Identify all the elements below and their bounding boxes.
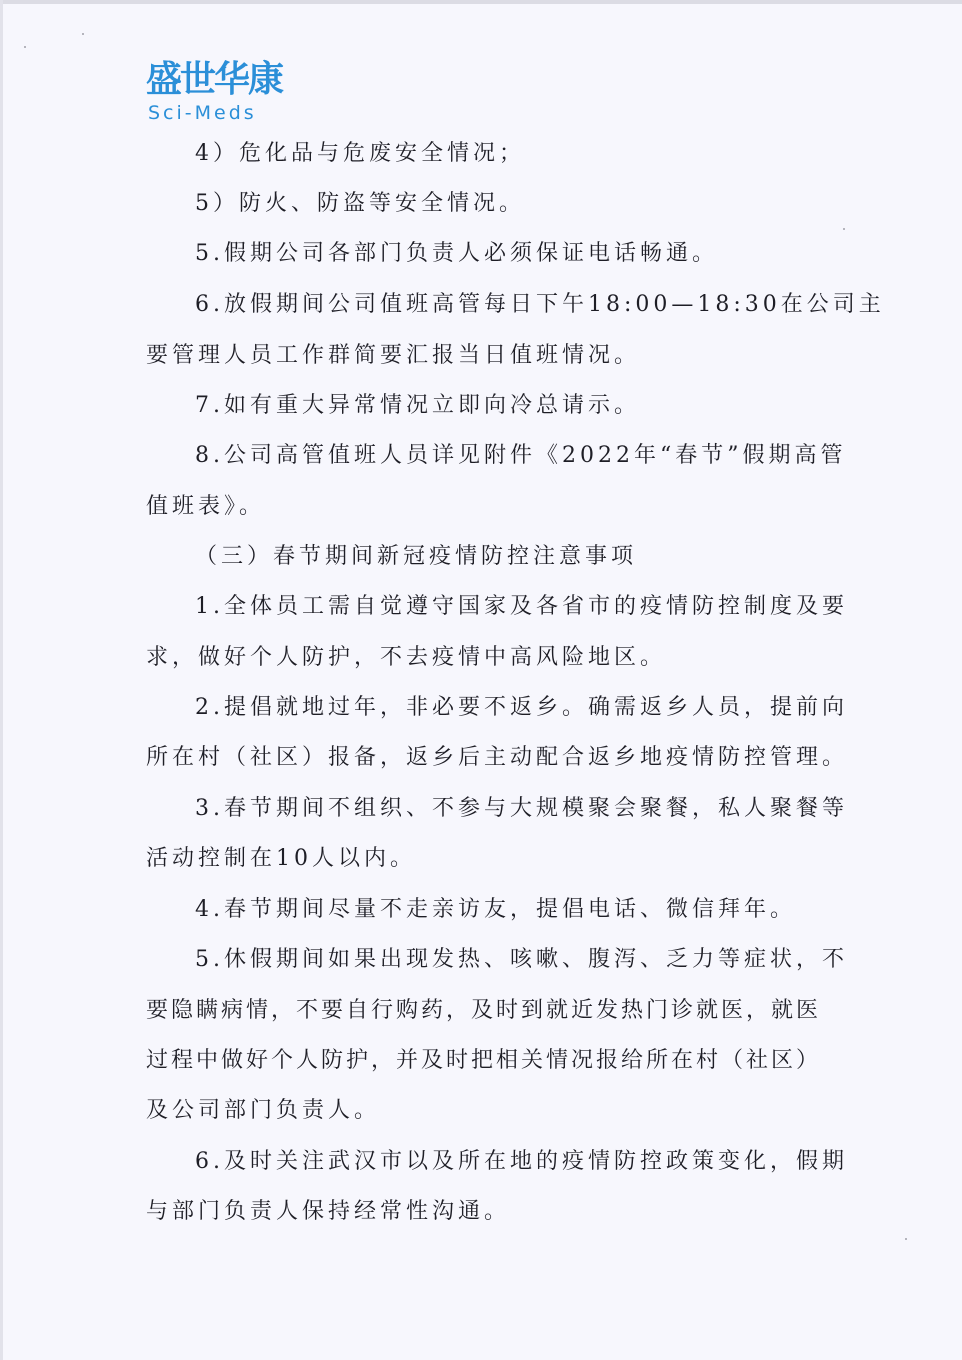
company-logo <box>146 58 296 128</box>
paragraph-6-line-1: 6.放假期间公司值班高管每日下午18:00—18:30在公司主 <box>195 292 885 317</box>
scan-speck <box>24 46 26 48</box>
logo-english-name: Sci-Meds <box>148 102 257 124</box>
paragraph-7: 7.如有重大异常情况立即向冷总请示。 <box>195 393 640 418</box>
paragraph-8-line-2: 值班表》。 <box>146 494 266 519</box>
scan-speck <box>82 33 84 35</box>
paragraph-6-line-2: 要管理人员工作群简要汇报当日值班情况。 <box>146 343 641 368</box>
covid-item-1-line-2: 求，做好个人防护，不去疫情中高风险地区。 <box>146 645 667 670</box>
section-heading-3: （三）春节期间新冠疫情防控注意事项 <box>195 544 638 569</box>
scan-speck <box>843 228 845 230</box>
item-5-fire-theft: 5）防火、防盗等安全情况。 <box>195 191 525 216</box>
covid-item-2-line-1: 2.提倡就地过年，非必要不返乡。确需返乡人员，提前向 <box>195 695 848 720</box>
paragraph-5-phones: 5.假期公司各部门负责人必须保证电话畅通。 <box>195 241 718 266</box>
covid-item-5-line-4: 及公司部门负责人。 <box>146 1098 381 1123</box>
covid-item-4: 4.春节期间尽量不走亲访友，提倡电话、微信拜年。 <box>195 897 796 922</box>
paragraph-8-line-1: 8.公司高管值班人员详见附件《2022年“春节”假期高管 <box>195 443 847 468</box>
covid-item-2-line-2: 所在村（社区）报备，返乡后主动配合返乡地疫情防控管理。 <box>146 745 849 770</box>
covid-item-3-line-1: 3.春节期间不组织、不参与大规模聚会聚餐，私人聚餐等 <box>195 796 848 821</box>
covid-item-6-line-1: 6.及时关注武汉市以及所在地的疫情防控政策变化，假期 <box>195 1149 848 1174</box>
item-4-hazardous-materials: 4）危化品与危废安全情况； <box>195 141 525 166</box>
scan-edge-top <box>0 0 962 4</box>
covid-item-5-line-2: 要隐瞒病情，不要自行购药，及时到就近发热门诊就医，就医 <box>146 998 822 1023</box>
scan-edge-left <box>0 0 3 1360</box>
covid-item-6-line-2: 与部门负责人保持经常性沟通。 <box>146 1199 511 1224</box>
covid-item-1-line-1: 1.全体员工需自觉遵守国家及各省市的疫情防控制度及要 <box>195 594 848 619</box>
covid-item-5-line-3: 过程中做好个人防护，并及时把相关情况报给所在村（社区） <box>146 1048 822 1073</box>
covid-item-3-line-2: 活动控制在10人以内。 <box>146 846 416 871</box>
covid-item-5-line-1: 5.休假期间如果出现发热、咳嗽、腹泻、乏力等症状，不 <box>195 947 848 972</box>
logo-chinese-name: 盛世华康 <box>146 59 283 100</box>
scan-speck <box>905 1238 907 1240</box>
